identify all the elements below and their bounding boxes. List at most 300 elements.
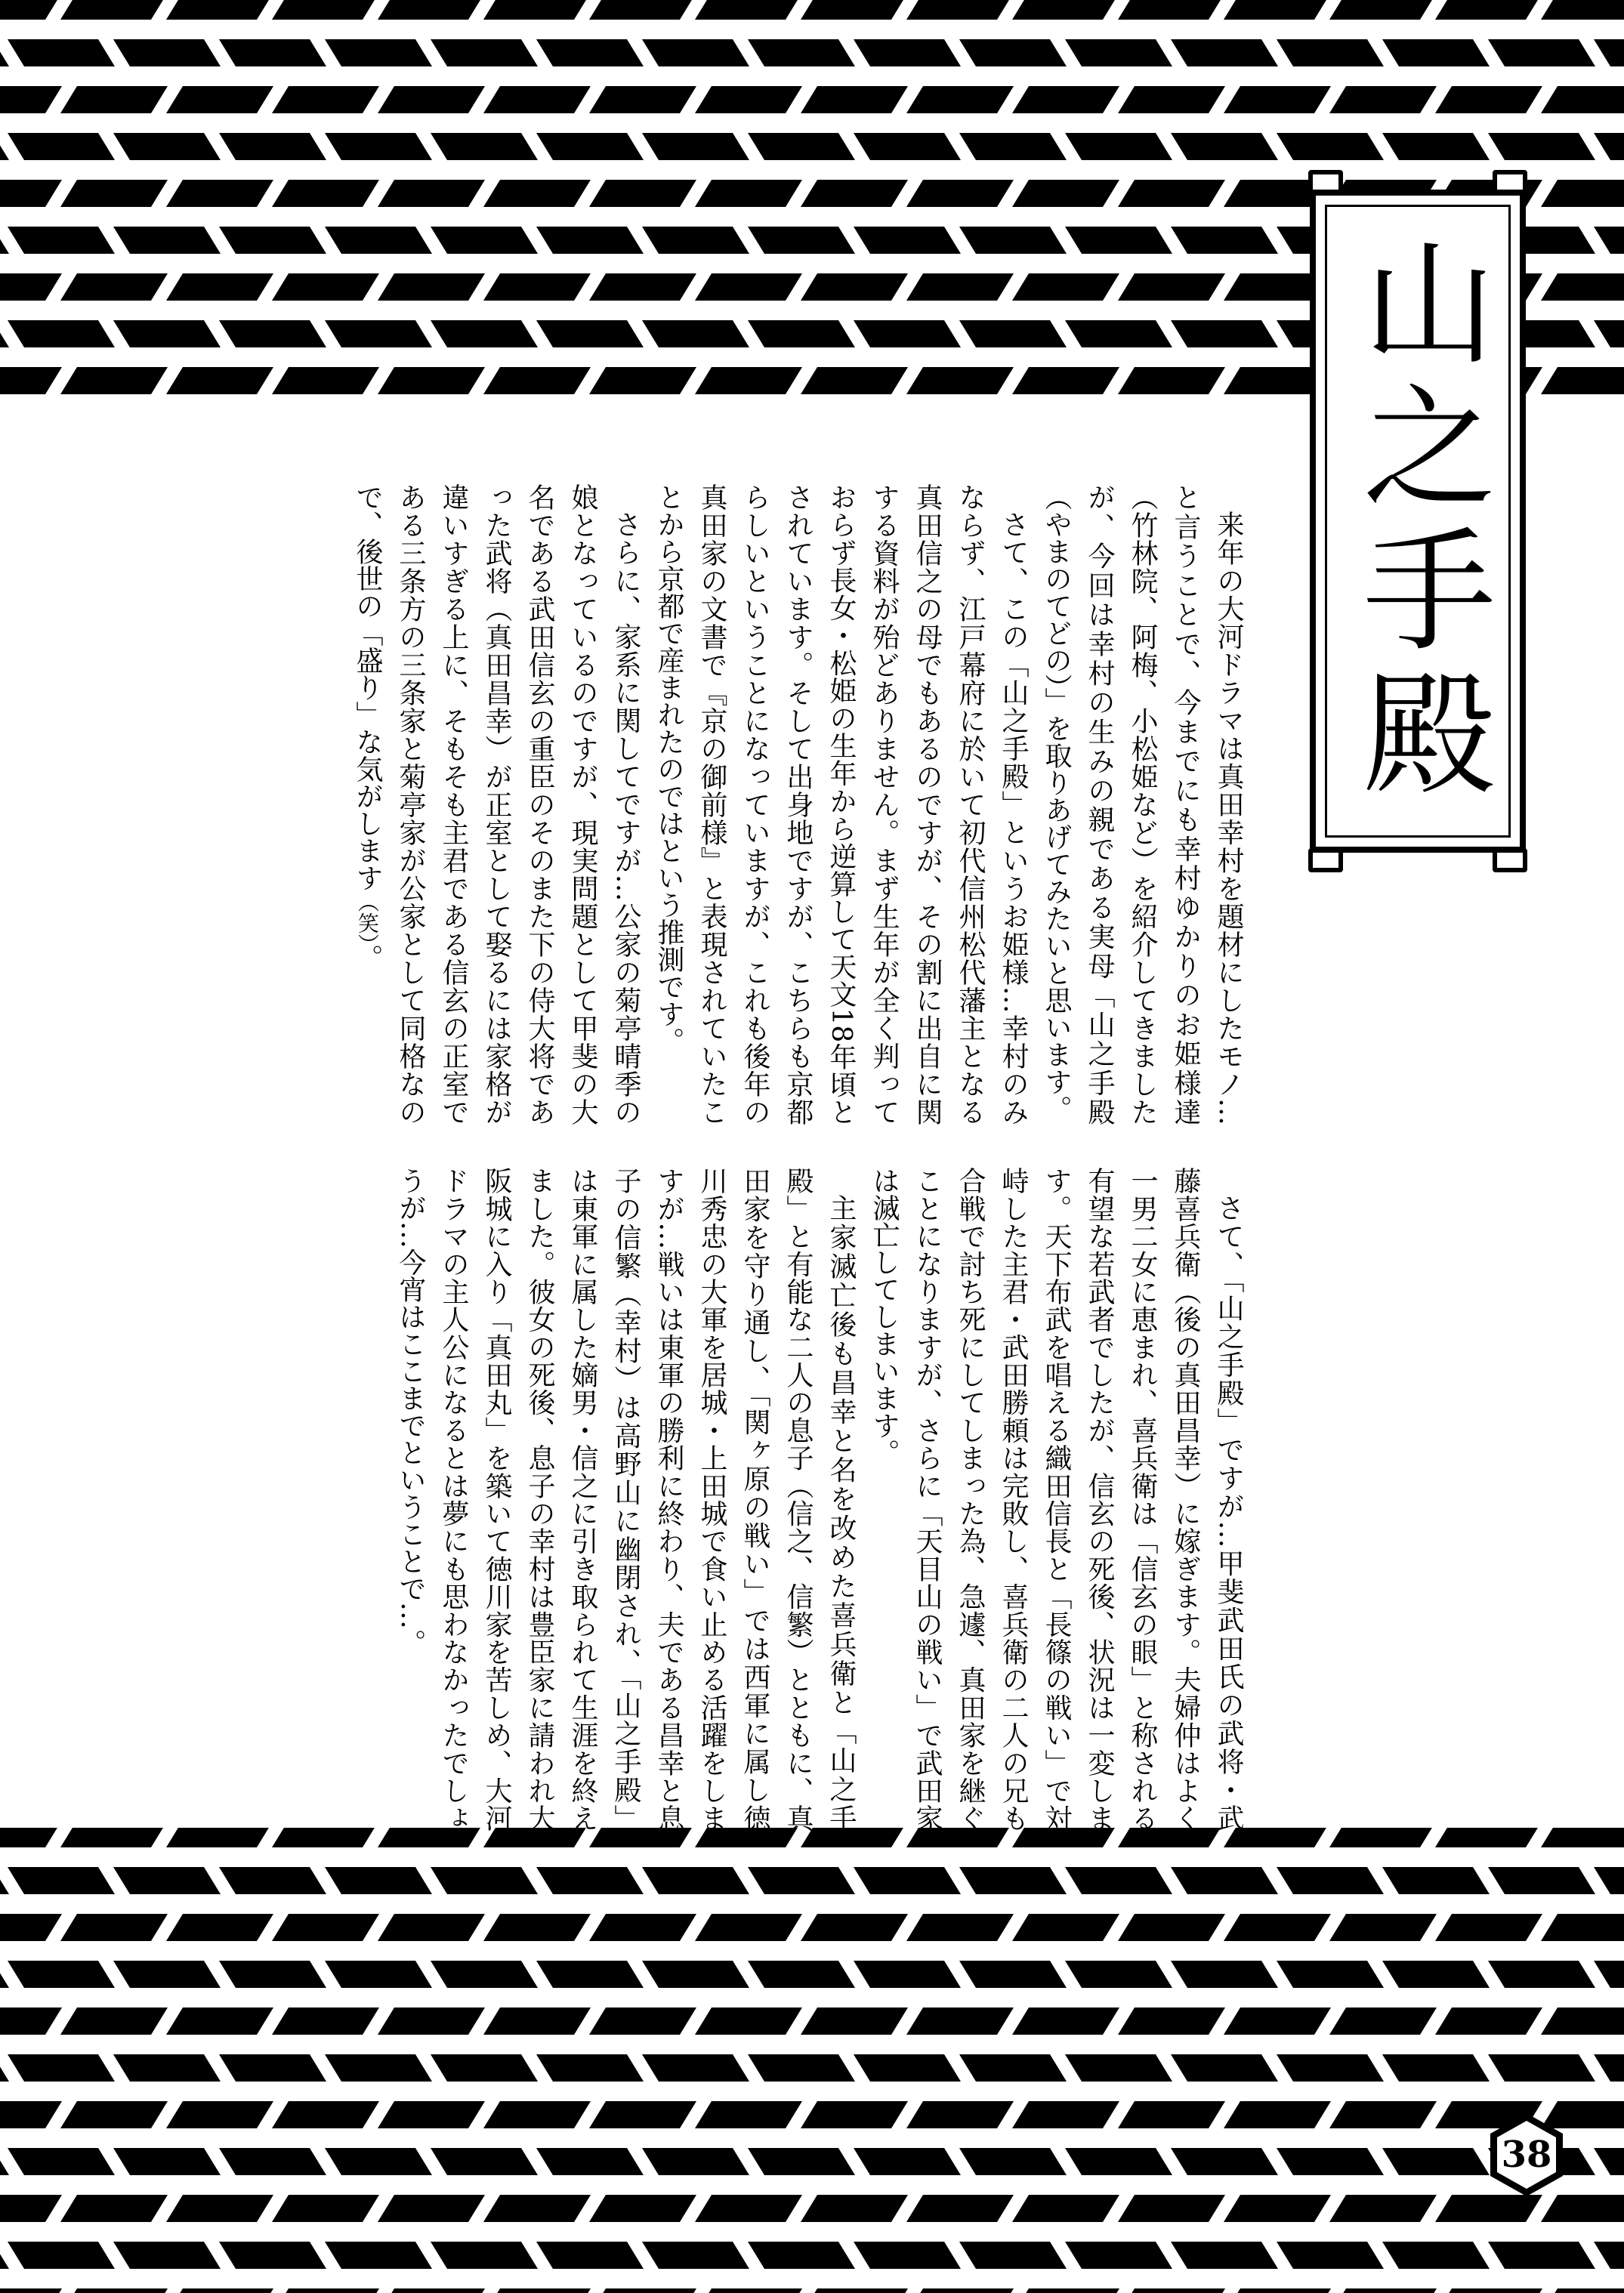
pattern-tile <box>1277 133 1384 160</box>
pattern-tile <box>801 2288 908 2293</box>
pattern-tile <box>0 0 62 20</box>
pattern-tile <box>1171 1867 1278 1894</box>
pattern-tile <box>959 2242 1067 2269</box>
pattern-tile <box>325 1961 432 1988</box>
pattern-tile <box>1277 2242 1384 2269</box>
pattern-tile <box>1329 2008 1437 2035</box>
pattern-tile <box>483 1914 591 1941</box>
pattern-tile <box>589 2101 696 2128</box>
pattern-tile <box>1594 2148 1624 2175</box>
pattern-tile <box>536 2054 644 2082</box>
pattern-tile <box>1171 2148 1278 2175</box>
pattern-tile <box>325 1867 432 1894</box>
article-paragraph: さて、「山之手殿」ですが…甲斐武田氏の武将・武藤喜兵衛（後の真田昌幸）に嫁ぎます。夫婦仲はよく一男二女に恵まれ、喜兵衛は「信玄の眼」と称される有望な若武者でしたが、信玄の死後、状況は一変します。天下布武を唱える織田信長と「長篠の戦い」で対峙した主君・武田勝頼は完敗し、喜兵衛の二人の兄も合戦で討ち死にしてしまった為、急遽、真田家を継ぐことになりますが、さらに「天目山の戦い」で武田家は滅亡してしまいます。 <box>869 1167 1244 1832</box>
pattern-tile <box>166 273 273 301</box>
pattern-tile <box>1171 1961 1278 1988</box>
pattern-tile <box>906 2195 1014 2222</box>
pattern-tile <box>854 227 961 254</box>
pattern-tile <box>1594 2242 1624 2269</box>
pattern-tile <box>219 2242 326 2269</box>
pattern-tile <box>325 2148 432 2175</box>
pattern-tile <box>166 2008 273 2035</box>
pattern-tile <box>1329 2195 1437 2222</box>
pattern-tile <box>695 180 802 207</box>
pattern-tile <box>1012 2008 1119 2035</box>
pattern-tile <box>8 133 115 160</box>
pattern-tile <box>695 2195 802 2222</box>
pattern-tile <box>1541 180 1624 207</box>
pattern-tile <box>748 1961 855 1988</box>
pattern-tile <box>1435 2195 1542 2222</box>
pattern-tile <box>1329 2101 1437 2128</box>
pattern-tile <box>60 367 168 394</box>
pattern-tile <box>1488 39 1595 66</box>
pattern-tile <box>536 2148 644 2175</box>
pattern-tile <box>1224 86 1331 113</box>
pattern-tile <box>166 0 273 20</box>
pattern-tile <box>589 2195 696 2222</box>
pattern-tile <box>642 2148 749 2175</box>
pattern-tile <box>695 1914 802 1941</box>
pattern-tile <box>60 86 168 113</box>
pattern-tile <box>801 367 908 394</box>
pattern-tile <box>1488 1867 1595 1894</box>
pattern-tile <box>748 1867 855 1894</box>
pattern-tile <box>272 1914 379 1941</box>
pattern-tile <box>1118 2101 1225 2128</box>
pattern-tile <box>431 2242 538 2269</box>
pattern-tile <box>1382 2242 1490 2269</box>
pattern-tile <box>642 2054 749 2082</box>
pattern-tile <box>1435 1914 1542 1941</box>
pattern-tile <box>854 2148 961 2175</box>
pattern-tile <box>536 1867 644 1894</box>
pattern-tile <box>272 367 379 394</box>
pattern-tile <box>1118 273 1225 301</box>
pattern-tile <box>60 1828 168 1847</box>
pattern-tile <box>695 367 802 394</box>
pattern-tile <box>906 86 1014 113</box>
pattern-tile <box>1435 2008 1542 2035</box>
pattern-tile <box>1435 86 1542 113</box>
pattern-tile <box>166 1914 273 1941</box>
pattern-tile <box>1012 86 1119 113</box>
pattern-tile <box>854 133 961 160</box>
pattern-tile <box>378 2195 485 2222</box>
pattern-tile <box>1541 1828 1624 1847</box>
pattern-tile <box>1118 86 1225 113</box>
pattern-tile <box>906 0 1014 20</box>
pattern-tile <box>0 2101 62 2128</box>
pattern-tile <box>1012 1914 1119 1941</box>
pattern-tile <box>1118 2008 1225 2035</box>
pattern-tile <box>1594 39 1624 66</box>
pattern-tile <box>1065 1961 1172 1988</box>
pattern-tile <box>642 320 749 347</box>
pattern-tile <box>113 320 221 347</box>
pattern-tile <box>1329 1914 1437 1941</box>
pattern-tile <box>0 227 9 254</box>
pattern-tile <box>483 2101 591 2128</box>
pattern-tile <box>801 2008 908 2035</box>
pattern-tile <box>113 2242 221 2269</box>
pattern-tile <box>272 2008 379 2035</box>
pattern-tile <box>272 180 379 207</box>
pattern-tile <box>113 1867 221 1894</box>
pattern-tile <box>8 227 115 254</box>
pattern-tile <box>536 227 644 254</box>
pattern-tile <box>1541 2288 1624 2293</box>
pattern-tile <box>536 1961 644 1988</box>
pattern-tile <box>906 273 1014 301</box>
pattern-tile <box>589 0 696 20</box>
pattern-tile <box>854 1961 961 1988</box>
article-paragraph: さて、この「山之手殿」というお姫様…幸村のみならず、江戸幕府に於いて初代信州松代藩主となる真田信之の母でもあるのですが、その割に出自に関する資料が殆どありません。まず生年が全く判っておらず長女・松姫の生年から逆算して天文18年頃とされています。そして出身地ですが、こちらも京都らしいということになっていますが、これも後年の真田家の文書で『京の御前様』と表現されていたことから京都で産まれたのではという推測です。 <box>653 483 1029 1125</box>
pattern-tile <box>0 273 62 301</box>
pattern-tile <box>959 2054 1067 2082</box>
pattern-tile <box>695 2008 802 2035</box>
pattern-tile <box>1224 2288 1331 2293</box>
article-lower-block <box>185 1167 1250 1832</box>
pattern-tile <box>536 39 644 66</box>
pattern-tile <box>325 2242 432 2269</box>
pattern-tile <box>0 2148 9 2175</box>
pattern-tile <box>1382 133 1490 160</box>
pattern-tile <box>378 2288 485 2293</box>
page-number: 38 <box>1501 2134 1552 2176</box>
pattern-tile <box>906 180 1014 207</box>
pattern-tile <box>1541 86 1624 113</box>
pattern-tile <box>0 2242 9 2269</box>
pattern-tile <box>1382 1867 1490 1894</box>
pattern-tile <box>589 86 696 113</box>
pattern-tile <box>1435 2288 1542 2293</box>
article-paragraph <box>346 483 647 1125</box>
pattern-tile <box>8 320 115 347</box>
pattern-tile <box>1435 1828 1542 1847</box>
pattern-tile <box>642 39 749 66</box>
pattern-tile <box>1541 367 1624 394</box>
page-number-badge <box>1483 2111 1570 2199</box>
title-plaque <box>1293 170 1542 872</box>
pattern-tile <box>431 2148 538 2175</box>
pattern-tile <box>1488 133 1595 160</box>
pattern-tile <box>166 2101 273 2128</box>
pattern-tile <box>219 2148 326 2175</box>
pattern-tile <box>854 39 961 66</box>
pattern-tile <box>483 2195 591 2222</box>
pattern-tile <box>8 2242 115 2269</box>
pattern-tile <box>378 367 485 394</box>
pattern-tile <box>959 227 1067 254</box>
pattern-tile <box>959 2148 1067 2175</box>
pattern-tile <box>1012 2101 1119 2128</box>
pattern-tile <box>272 273 379 301</box>
woven-pattern-graphic <box>0 1828 1624 2293</box>
pattern-tile <box>1435 0 1542 20</box>
pattern-tile <box>695 2288 802 2293</box>
pattern-tile <box>1012 2288 1119 2293</box>
pattern-tile <box>0 2195 62 2222</box>
pattern-tile <box>1118 1914 1225 1941</box>
pattern-tile <box>1382 1961 1490 1988</box>
pattern-tile <box>1594 133 1624 160</box>
pattern-tile <box>695 0 802 20</box>
pattern-tile <box>642 1867 749 1894</box>
bottom-woven-pattern <box>0 1828 1624 2293</box>
pattern-tile <box>642 133 749 160</box>
pattern-tile <box>483 367 591 394</box>
pattern-tile <box>60 273 168 301</box>
pattern-tile <box>113 1961 221 1988</box>
article-paragraph: 来年の大河ドラマは真田幸村を題材にしたモノ…と言うことで、今までにも幸村ゆかりのお姫様達（竹林院、阿梅、小松姫など）を紹介してきましたが、今回は幸村の生みの親である実母「山之手殿（やまのてどの）」を取りあげてみたいと思います。 <box>1041 483 1244 1125</box>
pattern-tile <box>589 180 696 207</box>
pattern-tile <box>801 2195 908 2222</box>
pattern-tile <box>378 2008 485 2035</box>
pattern-tile <box>1224 0 1331 20</box>
pattern-tile <box>219 1867 326 1894</box>
pattern-tile <box>1541 0 1624 20</box>
pattern-tile <box>60 2008 168 2035</box>
pattern-tile <box>113 227 221 254</box>
pattern-tile <box>906 2101 1014 2128</box>
pattern-tile <box>854 2242 961 2269</box>
pattern-tile <box>1012 367 1119 394</box>
sentence-end: 。 <box>352 944 383 971</box>
pattern-tile <box>1224 2101 1331 2128</box>
pattern-tile <box>1065 2054 1172 2082</box>
pattern-tile <box>642 1961 749 1988</box>
pattern-tile <box>325 227 432 254</box>
pattern-tile <box>1171 39 1278 66</box>
pattern-tile <box>325 39 432 66</box>
pattern-tile <box>1171 320 1278 347</box>
pattern-tile <box>219 1961 326 1988</box>
pattern-tile <box>748 227 855 254</box>
pattern-tile <box>854 2054 961 2082</box>
article-upper-block <box>147 483 1250 1125</box>
pattern-tile <box>8 2148 115 2175</box>
pattern-tile <box>0 2008 62 2035</box>
pattern-tile <box>1329 0 1437 20</box>
pattern-tile <box>589 273 696 301</box>
pattern-tile <box>60 2101 168 2128</box>
pattern-tile <box>378 273 485 301</box>
pattern-tile <box>113 2148 221 2175</box>
pattern-tile <box>431 2054 538 2082</box>
pattern-tile <box>854 1867 961 1894</box>
pattern-tile <box>959 39 1067 66</box>
pattern-tile <box>0 2288 62 2293</box>
pattern-tile <box>0 1914 62 1941</box>
pattern-tile <box>1012 180 1119 207</box>
pattern-tile <box>378 180 485 207</box>
pattern-tile <box>748 2148 855 2175</box>
pattern-tile <box>272 0 379 20</box>
pattern-tile <box>695 273 802 301</box>
pattern-tile <box>1171 2242 1278 2269</box>
pattern-tile <box>431 320 538 347</box>
pattern-tile <box>60 2288 168 2293</box>
pattern-tile <box>1171 133 1278 160</box>
page-title: 山之手殿 <box>1341 234 1496 808</box>
pattern-tile <box>219 320 326 347</box>
article-paragraph: 主家滅亡後も昌幸と名を改めた喜兵衛と「山之手殿」と有能な二人の息子（信之、信繁）とともに、真田家を守り通し、「関ヶ原の戦い」では西軍に属し徳川秀忠の大軍を居城・上田城で食い止める活躍をしますが…戦いは東軍の勝利に終わり、夫である昌幸と息子の信繁（幸村）は高野山に幽閉され、「山之手殿」は東軍に属した嫡男・信之に引き取られて生涯を終えました。彼女の死後、息子の幸村は豊臣家に請われ大阪城に入り「真田丸」を築いて徳川家を苦しめ、大河ドラマの主人公になるとは夢にも思わなかったでしょうが…今宵はここまでということで…。 <box>395 1167 857 1832</box>
pattern-tile <box>8 2054 115 2082</box>
pattern-tile <box>60 0 168 20</box>
pattern-tile <box>325 320 432 347</box>
pattern-tile <box>219 39 326 66</box>
pattern-tile <box>483 86 591 113</box>
pattern-tile <box>906 2008 1014 2035</box>
pattern-tile <box>801 273 908 301</box>
pattern-tile <box>113 2054 221 2082</box>
pattern-tile <box>642 2242 749 2269</box>
pattern-tile <box>166 2195 273 2222</box>
pattern-tile <box>1277 1961 1384 1988</box>
pattern-tile <box>1065 1867 1172 1894</box>
pattern-tile <box>0 1867 9 1894</box>
pattern-tile <box>1065 227 1172 254</box>
pattern-tile <box>536 2242 644 2269</box>
pattern-tile <box>1171 2054 1278 2082</box>
pattern-tile <box>1382 2054 1490 2082</box>
pattern-tile <box>1224 2195 1331 2222</box>
pattern-tile <box>272 2288 379 2293</box>
pattern-tile <box>113 39 221 66</box>
pattern-tile <box>1329 2288 1437 2293</box>
pattern-tile <box>1171 227 1278 254</box>
pattern-tile <box>378 86 485 113</box>
pattern-tile <box>325 133 432 160</box>
pattern-tile <box>1065 320 1172 347</box>
pattern-tile <box>1541 273 1624 301</box>
pattern-tile <box>1012 0 1119 20</box>
pattern-tile <box>695 86 802 113</box>
pattern-tile <box>0 1961 9 1988</box>
pattern-tile <box>483 180 591 207</box>
pattern-tile <box>748 2054 855 2082</box>
pattern-tile <box>1541 1914 1624 1941</box>
pattern-tile <box>748 39 855 66</box>
pattern-tile <box>589 2008 696 2035</box>
pattern-tile <box>801 0 908 20</box>
pattern-tile <box>219 2054 326 2082</box>
pattern-tile <box>60 1914 168 1941</box>
pattern-tile <box>1594 227 1624 254</box>
pattern-tile <box>589 1914 696 1941</box>
pattern-tile <box>1382 2148 1490 2175</box>
pattern-tile <box>0 133 9 160</box>
pattern-tile <box>589 367 696 394</box>
pattern-tile <box>589 2288 696 2293</box>
pattern-tile <box>0 320 9 347</box>
pattern-tile <box>1488 2054 1595 2082</box>
pattern-tile <box>959 1867 1067 1894</box>
pattern-tile <box>1277 2054 1384 2082</box>
pattern-tile <box>1118 367 1225 394</box>
pattern-tile <box>1012 273 1119 301</box>
pattern-tile <box>959 320 1067 347</box>
pattern-tile <box>166 180 273 207</box>
pattern-tile <box>8 39 115 66</box>
pattern-tile <box>272 86 379 113</box>
pattern-tile <box>854 320 961 347</box>
pattern-tile <box>1065 2148 1172 2175</box>
pattern-tile <box>748 133 855 160</box>
pattern-tile <box>1277 2148 1384 2175</box>
pattern-tile <box>801 1914 908 1941</box>
pattern-tile <box>166 2288 273 2293</box>
pattern-tile <box>0 367 62 394</box>
pattern-tile <box>0 2054 9 2082</box>
pattern-tile <box>166 86 273 113</box>
pattern-tile <box>1488 1961 1595 1988</box>
pattern-tile <box>0 86 62 113</box>
pattern-tile <box>1488 2242 1595 2269</box>
pattern-tile <box>1065 133 1172 160</box>
pattern-tile <box>1224 1914 1331 1941</box>
pattern-tile <box>0 39 9 66</box>
article-paragraph-text: さらに、家系に関してですが…公家の菊亭晴季の娘となっているのですが、現実問題として甲斐の大名である武田信玄の重臣のそのまた下の侍大将であった武将（真田昌幸）が正室として娶るには家格が違いすぎる上に、そもそも主君である信玄の正室である三条方の三条家と菊亭家が公家として同格なので、後世の「盛り」な気がします <box>352 483 641 1125</box>
pattern-tile <box>536 133 644 160</box>
pattern-tile <box>483 273 591 301</box>
pattern-tile <box>166 367 273 394</box>
pattern-tile <box>483 0 591 20</box>
pattern-tile <box>1118 180 1225 207</box>
pattern-tile <box>536 320 644 347</box>
pattern-tile <box>1118 2195 1225 2222</box>
pattern-tile <box>959 133 1067 160</box>
pattern-tile <box>1329 1828 1437 1847</box>
pattern-tile <box>642 227 749 254</box>
pattern-tile <box>113 133 221 160</box>
pattern-tile <box>748 320 855 347</box>
pattern-tile <box>748 2242 855 2269</box>
pattern-tile <box>1277 39 1384 66</box>
pattern-tile <box>8 1867 115 1894</box>
pattern-tile <box>801 86 908 113</box>
pattern-tile <box>8 1961 115 1988</box>
pattern-tile <box>1012 2195 1119 2222</box>
pattern-tile <box>431 39 538 66</box>
pattern-tile <box>1118 0 1225 20</box>
pattern-tile <box>378 1914 485 1941</box>
pattern-tile <box>60 2195 168 2222</box>
pattern-tile <box>0 1828 62 1847</box>
pattern-tile <box>272 2195 379 2222</box>
pattern-tile <box>1382 39 1490 66</box>
pattern-tile <box>906 1914 1014 1941</box>
pattern-tile <box>801 180 908 207</box>
pattern-tile <box>1118 2288 1225 2293</box>
pattern-tile <box>1065 2242 1172 2269</box>
pattern-tile <box>1541 2008 1624 2035</box>
pattern-tile <box>219 227 326 254</box>
pattern-tile <box>431 227 538 254</box>
pattern-tile <box>60 180 168 207</box>
pattern-tile <box>378 2101 485 2128</box>
pattern-tile <box>1541 2195 1624 2222</box>
pattern-tile <box>1065 39 1172 66</box>
pattern-tile <box>378 0 485 20</box>
pattern-tile <box>431 133 538 160</box>
pattern-tile <box>959 1961 1067 1988</box>
pattern-tile <box>1594 2054 1624 2082</box>
pattern-tile <box>906 367 1014 394</box>
pattern-tile <box>431 1961 538 1988</box>
laugh-note: （笑） <box>355 891 380 944</box>
